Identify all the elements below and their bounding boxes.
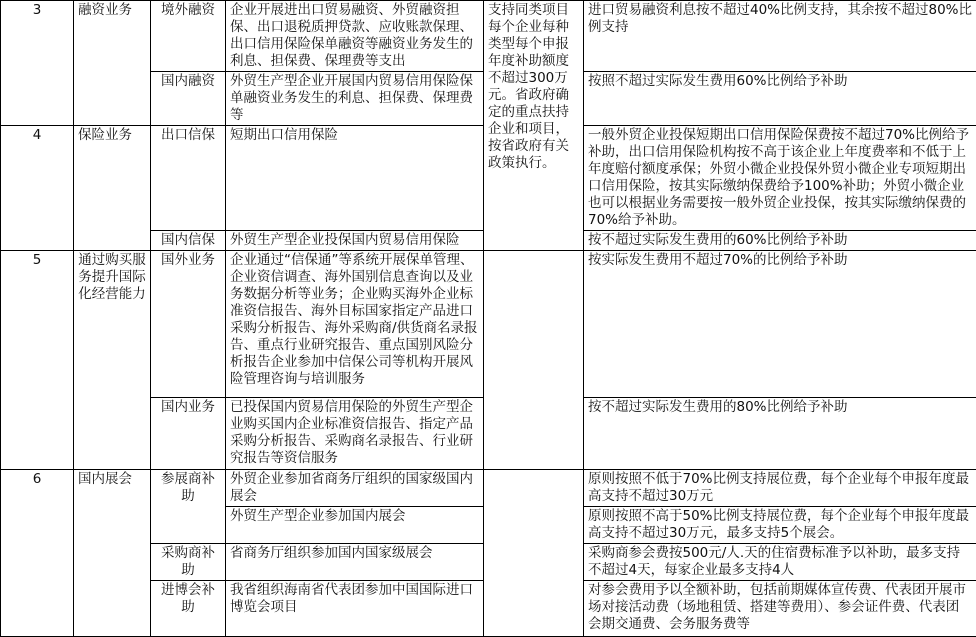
subcategory-cell: 境外融资 — [151, 1, 226, 72]
content-cell: 外贸生产型企业投保国内贸易信用保险 — [226, 231, 484, 251]
table-row — [1, 1, 976, 72]
content-cell: 外贸企业参加省商务厅组织的国家级国内展会 — [226, 470, 484, 507]
category-cell: 融资业务 — [74, 1, 151, 126]
empty-cell — [484, 251, 584, 470]
category-cell: 保险业务 — [74, 126, 151, 251]
subcategory-cell: 国内业务 — [151, 398, 226, 470]
subcategory-cell: 国外业务 — [151, 251, 226, 398]
table-row — [1, 251, 976, 398]
content-cell: 已投保国内贸易信用保险的外贸生产型企业购买国内企业标准资信报告、指定产品采购分析报告、采购商名录报告、行业研究报告等资信服务 — [226, 398, 484, 470]
standard-cell: 按不超过实际发生费用的80%比例给予补助 — [584, 398, 976, 470]
standard-cell: 进口贸易融资利息按不超过40%比例支持，其余按不超过80%比例支持 — [584, 1, 976, 72]
row-number: 4 — [1, 126, 74, 251]
standard-cell: 对参会费用予以全额补助，包括前期媒体宣传费、代表团开展市场对接活动费（场地租赁、搭建等费用）、参会证件费、代表团会期交通费、会务服务费等 — [584, 581, 976, 637]
standard-cell: 按不超过实际发生费用的60%比例给予补助 — [584, 231, 976, 251]
subcategory-cell: 参展商补助 — [151, 470, 226, 544]
content-cell: 我省组织海南省代表团参加中国国际进口博览会项目 — [226, 581, 484, 637]
row-number: 5 — [1, 251, 74, 470]
row-number: 6 — [1, 470, 74, 637]
content-cell: 外贸生产型企业开展国内贸易信用保险保单融资业务发生的利息、担保费、保理费等 — [226, 72, 484, 126]
subcategory-cell: 采购商补助 — [151, 544, 226, 581]
content-cell: 省商务厅组织参加国内国家级展会 — [226, 544, 484, 581]
standard-cell: 采购商参会费按500元/人.天的住宿费标准予以补助，最多支持不超过4天，每家企业最多支持4人 — [584, 544, 976, 581]
content-cell: 短期出口信用保险 — [226, 126, 484, 231]
subcategory-cell: 国内信保 — [151, 231, 226, 251]
content-cell: 企业开展进出口贸易融资、外贸融资担保、出口退税质押贷款、应收账款保理、出口信用保险保单融资等融资业务发生的利息、担保费、保理费等支出 — [226, 1, 484, 72]
subcategory-cell: 进博会补助 — [151, 581, 226, 637]
content-cell: 外贸生产型企业参加国内展会 — [226, 507, 484, 544]
standard-cell: 原则按照不高于50%比例支持展位费，每个企业每个申报年度最高支持不超过30万元，最多支持5个展会。 — [584, 507, 976, 544]
standard-cell: 原则按照不低于70%比例支持展位费，每个企业每个申报年度最高支持不超过30万元 — [584, 470, 976, 507]
table-row — [1, 470, 976, 507]
category-cell: 通过购买服务提升国际化经营能力 — [74, 251, 151, 470]
subcategory-cell: 出口信保 — [151, 126, 226, 231]
standard-cell: 一般外贸企业投保短期出口信用保险保费按不超过70%比例给予补助，出口信用保险机构按不高于该企业上年度费率和不低于上年度赔付额度承保；外贸小微企业投保外贸小微企业专项短期出口信用保险，按其实际缴纳保费给予100%补助；外贸小微企业也可以根据业务需要按一般外贸企业投保，按其实际缴纳保费的70%给予补助。 — [584, 126, 976, 231]
policy-note-cell: 支持同类项目每个企业每种类型每个申报年度补助额度不超过300万元。省政府确定的重点扶持企业和项目，按省政府有关政策执行。 — [484, 1, 584, 251]
standard-cell: 按照不超过实际发生费用60%比例给予补助 — [584, 72, 976, 126]
standard-cell: 按实际发生费用不超过70%的比例给予补助 — [584, 251, 976, 398]
subcategory-cell: 国内融资 — [151, 72, 226, 126]
category-cell: 国内展会 — [74, 470, 151, 637]
empty-cell — [484, 470, 584, 637]
row-number: 3 — [1, 1, 74, 126]
content-cell: 企业通过“信保通”等系统开展保单管理、企业资信调查、海外国别信息查询以及业务数据分析等业务；企业购买海外企业标准资信报告、海外目标国家指定产品进口采购分析报告、海外采购商/供货商名录报告、重点行业研究报告、重点国别风险分析报告企业参加中信保公司等机构开展风险管理咨询与培训服务 — [226, 251, 484, 398]
